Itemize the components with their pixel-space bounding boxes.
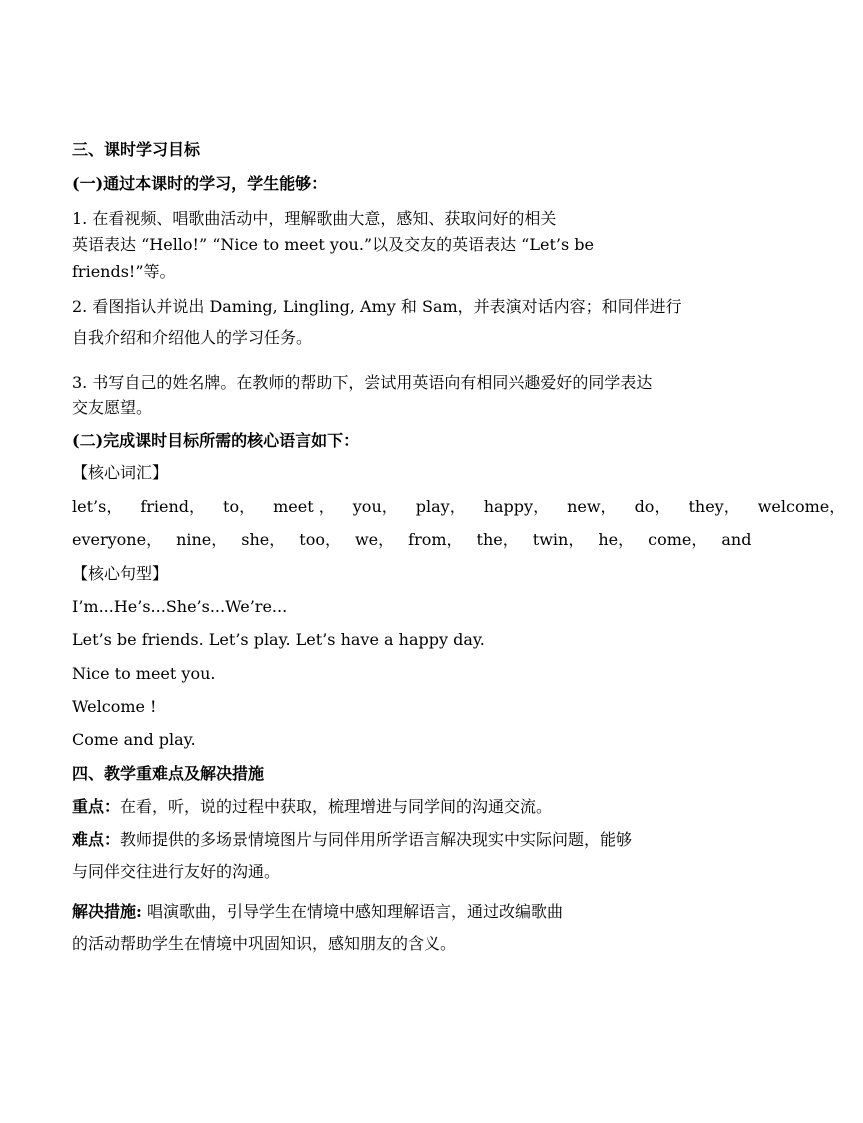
vocab-word: she， (241, 530, 286, 549)
vocab-word: friend， (140, 497, 206, 516)
objective-1-line-3: friends!”等。 (72, 262, 176, 281)
solution-line-1 (72, 902, 563, 922)
vocab-word: welcome， (757, 497, 846, 516)
solution-line-2: 的活动帮助学生在情境中巩固知识，感知朋友的含义。 (72, 934, 457, 953)
vocab-word: he， (598, 530, 635, 549)
key-point-line (72, 797, 552, 817)
core-sentence-4: Welcome ! (72, 697, 157, 716)
difficulty-text: 教师提供的多场景情境图片与同伴用所学语言解决现实中实际问题，能够 (120, 830, 633, 849)
objective-2-line-1: 2. 看图指认并说出 Daming, Lingling, Amy 和 Sam，并表演对话内容；和同伴进行 (72, 297, 682, 316)
core-sentence-2: Let’s be friends. Let’s play. Let’s have a happy day. (72, 630, 485, 649)
solution-text: 唱演歌曲，引导学生在情境中感知理解语言，通过改编歌曲 (141, 902, 564, 921)
vocab-word: do， (634, 497, 671, 516)
vocab-word: from， (408, 530, 463, 549)
vocabulary-line-1 (72, 497, 863, 517)
subheading-students-can: (一)通过本课时的学习，学生能够： (72, 174, 328, 193)
difficulty-line-1 (72, 830, 632, 850)
vocab-word: meet ， (273, 497, 335, 516)
difficulty-line-2: 与同伴交往进行友好的沟通。 (72, 862, 281, 881)
objective-3-line-1: 3. 书写自己的姓名牌。在教师的帮助下，尝试用英语向有相同兴趣爱好的同学表达 (72, 373, 653, 392)
objective-2-line-2: 自我介绍和介绍他人的学习任务。 (72, 328, 313, 347)
objective-1-line-2: 英语表达 “Hello!” “Nice to meet you.”以及交友的英语表达 “Let’s be (72, 235, 594, 254)
vocab-word: we， (354, 530, 395, 549)
vocab-word: new， (567, 497, 617, 516)
section-heading-objectives: 三、课时学习目标 (72, 140, 201, 159)
objective-1-line-1: 1. 在看视频、唱歌曲活动中，理解歌曲大意，感知、获取问好的相关 (72, 209, 557, 228)
subheading-core-language: (二)完成课时目标所需的核心语言如下： (72, 431, 360, 450)
vocab-word: nine， (176, 530, 228, 549)
core-sentence-1: I’m...He’s...She’s...We’re... (72, 597, 288, 616)
core-sentence-3: Nice to meet you. (72, 664, 216, 683)
vocab-word: the， (476, 530, 519, 549)
core-sentence-5: Come and play. (72, 730, 196, 749)
vocabulary-line-2 (72, 530, 751, 550)
core-vocabulary-heading: 【核心词汇】 (72, 463, 169, 482)
key-point-text: 在看，听，说的过程中获取，梳理增进与同学间的沟通交流。 (120, 797, 553, 816)
core-sentence-heading: 【核心句型】 (72, 564, 169, 583)
difficulty-label: 难点： (72, 830, 121, 849)
vocab-word: you， (352, 497, 398, 516)
vocab-word: twin， (532, 530, 585, 549)
vocab-word: everyone， (72, 530, 163, 549)
key-point-label: 重点： (72, 797, 121, 816)
vocab-word: and (721, 530, 752, 549)
objective-3-line-2: 交友愿望。 (72, 398, 153, 417)
section-heading-key-points: 四、教学重难点及解决措施 (72, 764, 265, 783)
vocab-word: play， (415, 497, 466, 516)
vocab-word: they， (688, 497, 740, 516)
vocab-word: let’s， (72, 497, 123, 516)
solution-label: 解决措施: (72, 902, 142, 921)
vocab-word: too， (299, 530, 341, 549)
vocab-word: come， (648, 530, 708, 549)
vocab-word: to， (223, 497, 256, 516)
vocab-word: happy， (483, 497, 550, 516)
